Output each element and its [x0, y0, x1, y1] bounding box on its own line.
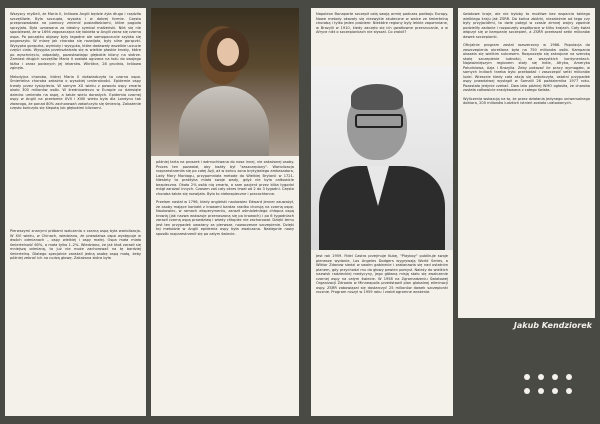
- dot: [566, 388, 572, 394]
- article-column-2: [151, 156, 299, 416]
- article-column-4: [311, 250, 453, 416]
- paragraph: Przełom nastał w 1796, kiedy angielski naukowiec Edward Jenner zauważył, że osoby mające kontakt z krowami bardzo rzadko chorują na czarną ospę. Naukowiec, w ramach eksperymentu, zaraził ośmioletniego chłopca ospą krowią (jak nazwa wskazuje przenoszoną się po krowach) i po 6 tygodniach zaraził czarną ospą prawdziwą i wtedy chłopiec nie zachorował. Dzięki temu jest ten przypadek uważany za pierwsze, nowoczesne szczepienie. Dzięki tej metodzie w Anglii epidemia ospy była zwalczana. Następnie nowy sposób rozprzestrzenił się po całym świecie.: [156, 200, 294, 236]
- paragraph: Wszyscy myśleli, że Maria II, królowa Anglii będzie żyła długo i rządziła szczęśliwie. Była szczupła, wysoka i w dobrej formie. Często przeprowadzała na pomocy zmienić posiadłościami, które pogoda sprzyjała. Była uznawana za idealny symbol małżeński. Nikt się nie spodziewał, że w 1694 zagoszcząca się kobieta w Anglii zaraz się czarna ospa. Po początku objawy były łagodne ale samopoczucie szybko się pogorszyło. W miarę jak choroba się rozwijała, były silne gorączki. Wysypka gorączka, wymioty i wysypka, które dodawały wszelkie uczucie części ciała. Wysypka przekształcała się w wielkie płaskie krosty, które po wyschnięciu, odpadały, pozostawiając głębokie blizny na skórze. Zamiast długich szczęśliw Maria II została ogrzana na łożu do swojego łóżka i zaraz podanych jej lekarstw. Wkrótce, 28 grudnia, królowa zginęła.: [10, 12, 141, 70]
- dot: [552, 374, 558, 380]
- photo-glasses: [355, 114, 403, 128]
- author-signature: Jakub Kendziorek: [513, 321, 592, 330]
- paragraph: Oficjalnie program został rozszerzony w 1966. Populacja do zaszczepienia określana była na 750 milionów osób. Kampania okazała się wielkim sukcesem. Rozpoczęło się zakrojone na szeroką skalę szczepienie ludności, na wszystkich kontynentach. Najważniejszym regionem stały się Indie, Afryka, Ameryka Południowa, Azja i Brazylia. Zeby pokazać ile pracy wymagało, w samych Indiach trzeba było przebadać i zaszczepić setki milionów ludzi. Wreszcie kiedy cała akcja się zakończyła, ostatni przypadek ospy prawdziwej wystąpił w Somalii 26 października 1977 roku. Pozostało jedynie czekać. Dwa lata później WHO ogłosiła, że choroba została całkowicie eradykowana z całego świata.: [463, 43, 590, 92]
- dot: [538, 388, 544, 394]
- photo-hair: [351, 84, 403, 110]
- portrait-painting-image: [151, 8, 299, 156]
- portrait-dress: [179, 86, 269, 156]
- article-column-3: [311, 8, 453, 66]
- paragraph: Wyliczenia wskazują na to, że przez działania Jedynego uniwersalnego doktora, 200 milionów ludzkich istnień zostało uratowanych.: [463, 96, 590, 105]
- scientist-photo-image: [311, 66, 453, 250]
- portrait-face: [217, 38, 239, 66]
- dot: [538, 374, 544, 380]
- dot: [524, 388, 530, 394]
- dot: [566, 374, 572, 380]
- paragraph: Napoleon Bonaparte szczepił całą swoją armię podczas podboju Europy. Nowe metody okazały się niezwykle skuteczne w walce ze śmiertelną chorobą i tylko jeden problem: Niektóre regiony były lekkie zapomniane, w Brazylii w 1910, kiedy zaczęło się ich gwałtowne przerzucanie, a w Afryce nikt o szczepionkach nie słyszał. Co zrobić?: [316, 12, 448, 34]
- paragraph: później tarta na proszek i wdmuchiwana do nosa innej, nie zakażonej osoby. Proces ten pozwalał, aby każdy był "zaszczepiony". Wariolizacja rozprzestrzeniła się po całej Azji, aż w końcu zona brytyjskiego ambasadora, Lady Mary Montagu, przypomniała metodę do Wielkiej Brytanii w 1721. Niestety ta praktyka miała swoje wady, gdyż nie była całkowicie bezpieczna. Około 2% osób nią zmarło, a sam pacjent przez kilka tygodni mógł zarażać innych. Czasem zaś cały okres trwał od 2 do 3 tygodni. Często choroba także się rozwijała. Było to niebezpieczne i pracochłonne.: [156, 160, 294, 196]
- paragraph: Pierwszymi znanymi próbami walczenia z czarną ospą była wariolizacja. W XVI wieku, w Chinach, wiedziano, że prawdziwa ospa występuje w dwóch odmianach – ospy wielkiej i ospy małej. Ospa mała miała śmiertelność 60%, a mała tylko 1–2%. Wiedziano, że jak ktoś zaraził się mniejszą odmianą, to już nie może zachorować na tę bardziej śmiertelną. Dlatego specjalnie zarażali jedną osobę ospą małą, żeby później zebrać ich na cudzą głowę. Zakażona skóra była: [10, 229, 141, 260]
- dot: [552, 388, 558, 394]
- decorative-dots: [520, 370, 590, 410]
- article-column-5: [458, 8, 595, 318]
- paragraph: Jest rok 1959. Fidel Castro przejmuje Kubę, "Playboy" publikuje swoje pierwsze wydanie, Los Angeles Dodgers wygrywają World Series, a Wiktor Żdanow siedzi w swoim gabinecie i zastanawia się nad ostatnim planem, gdy przychodzi mu do głowy pewien pomysł. Należy do wielkich nazwisk radzieckiej medycyny, jego główną misją stało się zwalczenie czarnej ospy na całym świecie. W 1958 na Zgromadzeniu Światowej Organizacji Zdrowia w Minneapolis przedstawił plan globalnej eliminacji ospy. ZSRR zobowiązał się dostarczyć 25 milionów dawek szczepionki rocznie. Program ruszył w 1959 roku i zrobił ogromne wrażenie.: [316, 254, 448, 294]
- paragraph: światowe kraje, ale nie byłoby to możliwe bez wsparcia takiego wielkiego kraju jak ZSRR. Do końca zbiórki, niezależnie od tego czy były przyjaciółmi, to dwie potęgi w czasie zimnej wojny zgodnie podzieliły zadanie i rozpoczęły współpracę w kilku krajach. Cały świat włączył się w kampanię szczepień, a ZSRR przekazał setki milionów dawek szczepionki.: [463, 12, 590, 39]
- paragraph: Melodyjna choroba, której Maria II doświadczyła to czarna ospa. Śmiertelna choroba zakaźna o wysokiej umieralności. Epidemie ospy trwały przez tysiąclecia. W samym XX wieku z powodu ospy zmarło około 300 milionów osób. W średniowieczu w Europie co dziesiąte dziecko umierało na ospę, a także wielu dorosłych. Epidemia czarnej ospy w Anglii na przełomie XVII i XVIII wieku była dla Londynu tak złowroga, że ponad 80% zachorowań zakończyło się śmiercią. Zakażenie często kończyło się ślepotą lub głębokimi bliznami.: [10, 74, 141, 110]
- article-column-1-lower: [5, 225, 146, 416]
- dot: [524, 374, 530, 380]
